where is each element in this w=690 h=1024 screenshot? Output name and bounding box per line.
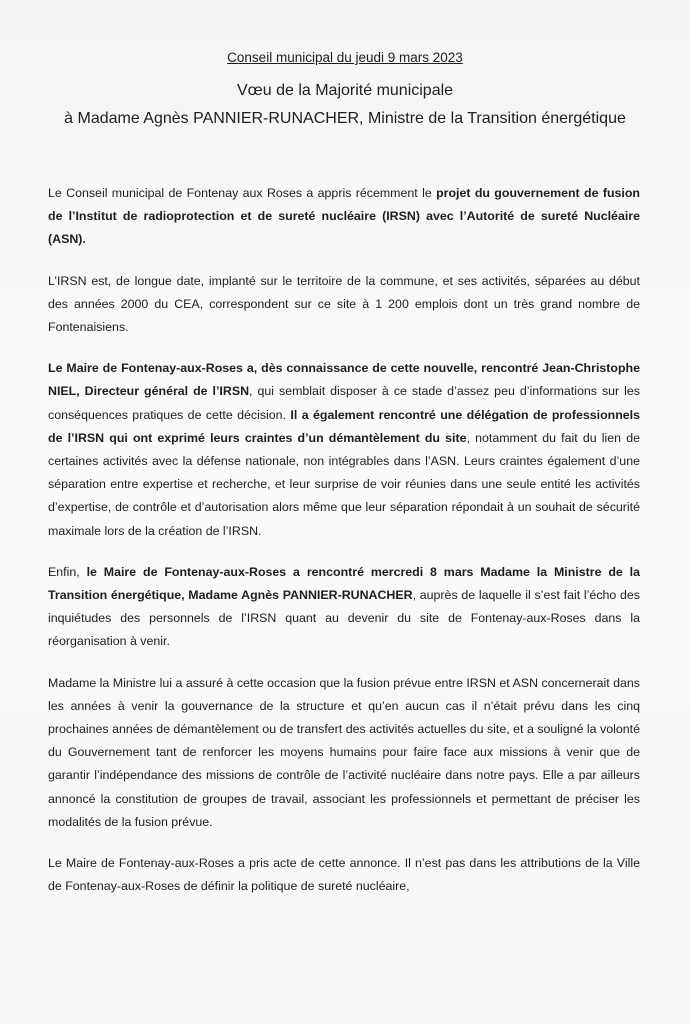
bold-segment: projet du gouvernement de fusion de l’Institut de radioprotection et de sureté nucléaire (IRSN) avec l’Autorité de sureté Nucléaire (ASN). — [48, 186, 641, 247]
bold-segment: Le Maire de Fontenay-aux-Roses a, dès connaissance de cette nouvelle, rencontré Jean-Christophe NIEL, Directeur général de l’IRSN — [48, 361, 640, 399]
meeting-date-heading: Conseil municipal du jeudi 9 mars 2023 — [227, 50, 463, 65]
paragraph-6 — [48, 852, 640, 898]
paragraph-1 — [48, 182, 640, 252]
document-addressee: à Madame Agnès PANNIER-RUNACHER, Ministre de la Transition énergétique — [64, 110, 626, 127]
text-segment: Le Conseil municipal de Fontenay aux Roses a appris récemment le — [48, 186, 437, 200]
text-segment: , notamment du fait du lien de certaines activités avec la défense nationale, non intégrables dans l’ASN. Leurs craintes également d’une séparation entre expertise et recherche, et leur surprise de voir réunies dans une seule entité les activités d’expertise, de contrôle et d’autorisation alors même que leur séparation répondait à un souhait de sécurité maximale lors de la création de l’IRSN. — [48, 430, 640, 538]
paragraph-5 — [48, 672, 640, 834]
document-title: Vœu de la Majorité municipale — [236, 82, 454, 99]
text-segment: Enfin, — [48, 564, 87, 579]
text-segment: Madame la Ministre lui a assuré à cette occasion que la fusion prévue entre IRSN et ASN concernerait dans les années à venir la gouvernance de la structure et qu’en aucun cas il n’était prévu dans les cinq prochaines années de démantèlement ou de transfert des activités actuelles du site, et a souligné la volonté du Gouvernement tant de renforcer les moyens humains pour faire face aux missions à venir que de garantir l’indépendance des missions de contrôle de l’activité nucléaire dans notre pays. Elle a par ailleurs annoncé la constitution de groupes de travail, associant les professionnels et permettant de préciser les modalités de la fusion prévue. — [48, 675, 640, 829]
text-segment: , auprès de laquelle il s’est fait l’écho des inquiétudes des personnels de l’IRSN quant au devenir du site de Fontenay-aux-Roses dans la réorganisation à venir. — [48, 588, 640, 649]
bold-segment: le Maire de Fontenay-aux-Roses a rencontré mercredi 8 mars Madame la Ministre de la Transition énergétique, Madame Agnès PANNIER-RUNACHER — [48, 564, 640, 603]
text-segment: Le Maire de Fontenay-aux-Roses a pris acte de cette annonce. Il n’est pas dans les attributions de la Ville de Fontenay-aux-Roses de définir la politique de sureté nucléaire, — [48, 856, 640, 894]
paragraph-2 — [48, 270, 640, 340]
paragraph-3 — [48, 357, 640, 543]
text-segment: , qui semblait disposer à ce stade d’assez peu d’informations sur les conséquences pratiques de cette décision. — [48, 384, 640, 422]
bold-segment: Il a également rencontré une délégation de professionnels de l’IRSN qui ont exprimé leurs craintes d’un démantèlement du site — [48, 407, 640, 445]
text-segment: L’IRSN est, de longue date, implanté sur le territoire de la commune, et ses activités, séparées au début des années 2000 du CEA, correspondent sur ce site à 1 200 emplois dont un très grand nombre de Fontenaisiens. — [48, 273, 640, 335]
document-body — [48, 182, 640, 916]
paragraph-4 — [48, 561, 640, 654]
